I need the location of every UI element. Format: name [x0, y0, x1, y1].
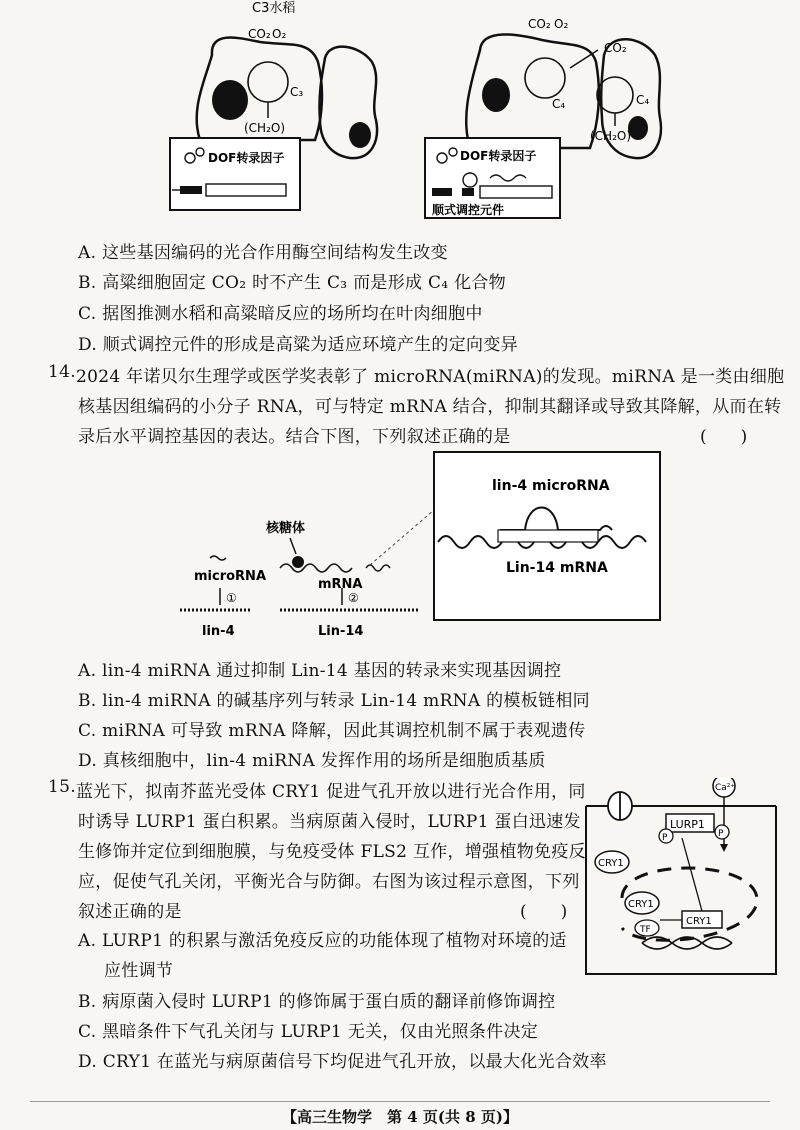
q13-figure [150, 0, 670, 232]
svg-text:CRY1: CRY1 [686, 916, 712, 927]
q13-option-c[interactable]: C. 据图推测水稻和高粱暗反应的场所均在叶肉细胞中 [78, 304, 483, 324]
svg-text:CRY1: CRY1 [598, 858, 624, 869]
svg-text:lin-4 microRNA: lin-4 microRNA [492, 478, 610, 494]
svg-text:Ca²⁺: Ca²⁺ [715, 783, 736, 793]
q14-option-c[interactable]: C. miRNA 可导致 mRNA 降解，因此其调控机制不属于表观遗传 [78, 721, 586, 741]
svg-text:TF: TF [640, 925, 651, 935]
svg-text:LURP1: LURP1 [670, 818, 705, 831]
q15-stem-line-3: 生修饰并定位到细胞膜，与免疫受体 FLS2 互作，增强植物免疫反 [78, 842, 586, 862]
page-footer: 【高三生物学 第 4 页(共 8 页)】 [282, 1108, 518, 1126]
svg-text:顺式调控元件: 顺式调控元件 [432, 203, 505, 217]
q15-option-c[interactable]: C. 黑暗条件下气孔关闭与 LURP1 无关，仅由光照条件决定 [78, 1022, 539, 1042]
svg-text:C₄: C₄ [636, 93, 650, 107]
svg-text:DOF转录因子: DOF转录因子 [460, 149, 537, 163]
q15-stem-line-2: 时诱导 LURP1 蛋白积累。当病原菌入侵时，LURP1 蛋白迅速发 [78, 812, 581, 832]
rice-bs-nucleus [349, 122, 371, 148]
svg-text:P: P [662, 833, 668, 843]
q14-number: 14. [48, 362, 76, 382]
svg-text:②: ② [348, 591, 359, 605]
calvin-cycle-left [248, 62, 288, 102]
rice-nucleus [212, 80, 248, 120]
svg-text:CO₂: CO₂ [604, 41, 627, 55]
ribosome-icon [292, 556, 304, 568]
svg-text:Lin-14 mRNA: Lin-14 mRNA [506, 560, 608, 576]
svg-text:microRNA: microRNA [194, 569, 267, 584]
q13-option-b[interactable]: B. 高粱细胞固定 CO₂ 时不产生 C₃ 而是形成 C₄ 化合物 [78, 273, 507, 293]
q14-stem-line-3: 录后水平调控基因的表达。结合下图，下列叙述正确的是 [78, 427, 511, 447]
footer-divider [30, 1101, 770, 1102]
q15-stem-line-1: 蓝光下，拟南芥蓝光受体 CRY1 促进气孔开放以进行光合作用，同 [76, 782, 586, 802]
q15-figure [582, 778, 782, 978]
q15-option-b[interactable]: B. 病原菌入侵时 LURP1 的修饰属于蛋白质的翻译前修饰调控 [78, 992, 556, 1012]
q15-option-d[interactable]: D. CRY1 在蓝光与病原菌信号下均促进气孔开放，以最大化光合效率 [78, 1052, 607, 1072]
q15-number: 15. [48, 777, 76, 797]
svg-text:O₂: O₂ [554, 17, 569, 31]
q14-answer-paren[interactable]: ( ) [700, 427, 748, 447]
q15-option-a[interactable]: A. LURP1 的积累与激活免疫反应的功能体现了植物对环境的适 [78, 931, 567, 951]
svg-text:O₂: O₂ [272, 27, 287, 41]
q13-option-d[interactable]: D. 顺式调控元件的形成是高粱为适应环境产生的定向变异 [78, 335, 518, 355]
sorghum-nucleus [482, 78, 510, 112]
q14-stem-line-1: 2024 年诺贝尔生理学或医学奖表彰了 microRNA(miRNA)的发现。miRNA 是一类由细胞 [76, 367, 785, 387]
svg-text:P: P [718, 829, 724, 839]
svg-text:C₄: C₄ [552, 97, 566, 111]
svg-text:(CH₂O): (CH₂O) [244, 121, 286, 135]
svg-text:(CH₂O): (CH₂O) [590, 129, 632, 143]
svg-text:lin-4: lin-4 [202, 624, 235, 639]
svg-text:Lin-14: Lin-14 [318, 624, 364, 639]
q15-answer-paren[interactable]: ( ) [520, 902, 568, 922]
svg-text:CRY1: CRY1 [628, 899, 654, 910]
left-top-label: C3水稻 [252, 1, 296, 16]
svg-text:CO₂: CO₂ [528, 17, 551, 31]
q15-stem-line-5: 叙述正确的是 [78, 902, 182, 922]
rice-gene-box [170, 138, 300, 210]
q13-option-a[interactable]: A. 这些基因编码的光合作用酶空间结构发生改变 [78, 243, 448, 263]
svg-text:C₃: C₃ [290, 85, 304, 99]
svg-text:DOF转录因子: DOF转录因子 [208, 151, 285, 165]
q14-option-a[interactable]: A. lin-4 miRNA 通过抑制 Lin-14 基因的转录来实现基因调控 [78, 661, 562, 681]
q15-option-a-cont: 应性调节 [104, 961, 174, 981]
c4-cycle-mesophyll [525, 58, 565, 98]
q14-option-b[interactable]: B. lin-4 miRNA 的碱基序列与转录 Lin-14 mRNA 的模板链相同 [78, 691, 590, 711]
q14-figure [170, 450, 670, 645]
svg-text:核糖体: 核糖体 [266, 521, 306, 536]
q14-stem-line-2: 核基因组编码的小分子 RNA，可与特定 mRNA 结合，抑制其翻译或导致其降解，从而在转 [78, 397, 782, 417]
svg-text:CO₂: CO₂ [248, 27, 271, 41]
q14-option-d[interactable]: D. 真核细胞中，lin-4 miRNA 发挥作用的场所是细胞质基质 [78, 751, 546, 771]
svg-text:mRNA: mRNA [318, 577, 363, 592]
q15-stem-line-4: 应，促使气孔关闭，平衡光合与防御。右图为该过程示意图，下列 [78, 872, 580, 892]
svg-text:①: ① [226, 591, 237, 605]
